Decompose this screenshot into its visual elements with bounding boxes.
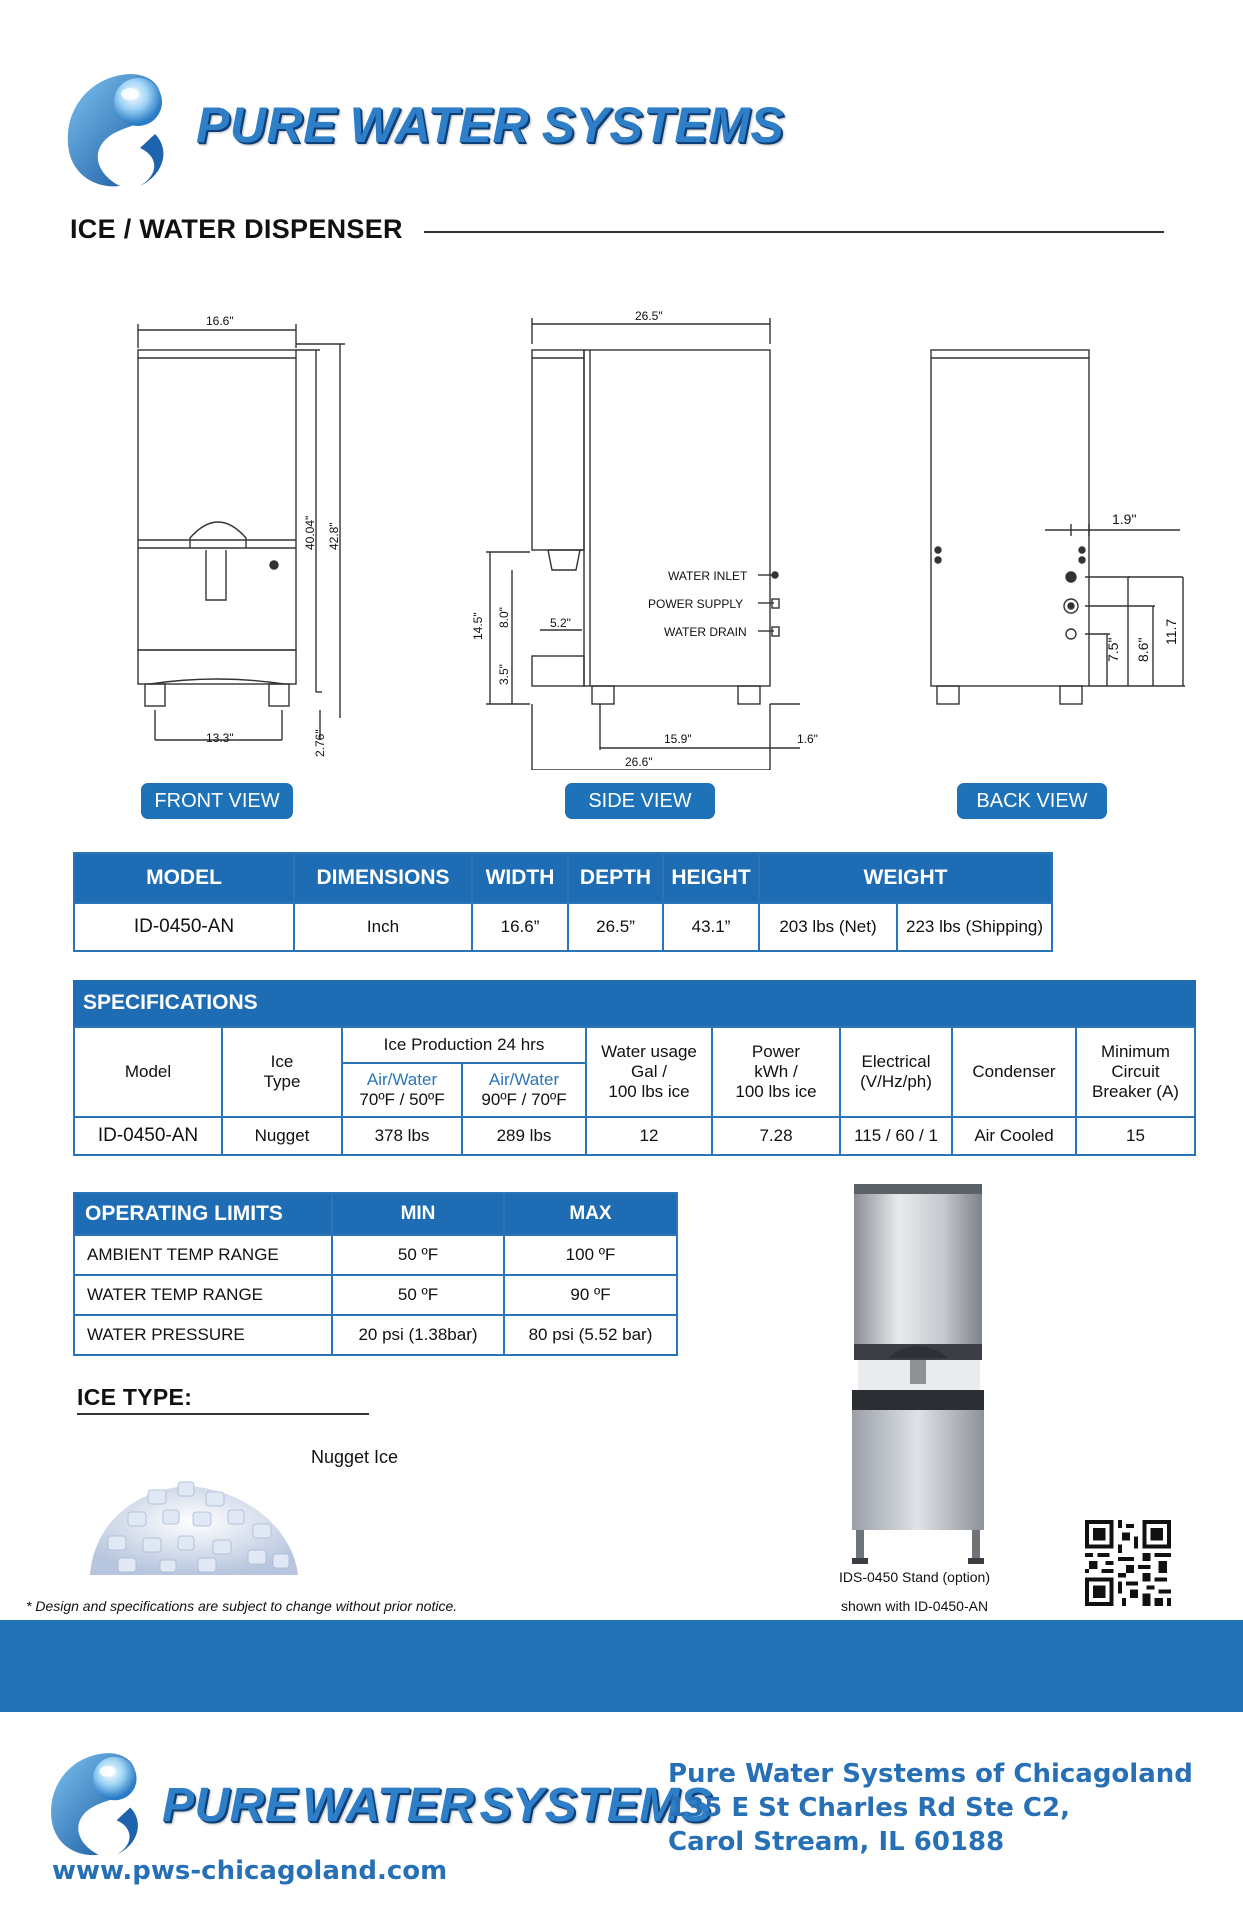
limits-row-min: 50 ºF bbox=[332, 1275, 504, 1315]
spec-col-prod-sub2: Air/Water 90ºF / 70ºF bbox=[462, 1063, 586, 1117]
front-view-tab[interactable]: FRONT VIEW bbox=[141, 783, 293, 819]
dim-model-cell: ID-0450-AN bbox=[74, 903, 294, 951]
technical-drawings bbox=[0, 300, 1243, 770]
address-line2: Carol Stream, IL 60188 bbox=[668, 1827, 1005, 1857]
limits-row-label: WATER TEMP RANGE bbox=[74, 1275, 332, 1315]
side-view-tab[interactable]: SIDE VIEW bbox=[565, 783, 715, 819]
spec-col-model: Model bbox=[74, 1027, 222, 1117]
spec-water-cell: 12 bbox=[586, 1117, 712, 1155]
col-height: HEIGHT bbox=[663, 853, 759, 903]
water-drain-label: WATER DRAIN bbox=[664, 625, 747, 639]
ice-type-rule bbox=[77, 1413, 369, 1415]
limits-col-min: MIN bbox=[332, 1193, 504, 1235]
spec-prod1-cell: 378 lbs bbox=[342, 1117, 462, 1155]
spec-power-cell: 7.28 bbox=[712, 1117, 840, 1155]
front-base-dim: 13.3" bbox=[206, 731, 234, 745]
back-h1-dim: 7.5" bbox=[1105, 637, 1121, 662]
side-offset-dim: 5.2" bbox=[550, 616, 571, 630]
footer-band bbox=[0, 1620, 1243, 1712]
brand-name-footer: PURE WATER SYSTEMS bbox=[162, 1779, 713, 1832]
spec-ice-type-cell: Nugget bbox=[222, 1117, 342, 1155]
side-total-dim: 26.6" bbox=[625, 755, 653, 769]
company-name: Pure Water Systems of Chicagoland bbox=[668, 1759, 1193, 1789]
limits-title: OPERATING LIMITS bbox=[74, 1193, 332, 1235]
spec-col-ice-type: Ice Type bbox=[222, 1027, 342, 1117]
dimensions-table bbox=[73, 852, 1053, 952]
spec-breaker-cell: 15 bbox=[1076, 1117, 1195, 1155]
limits-row-max: 80 psi (5.52 bar) bbox=[504, 1315, 677, 1355]
specifications-title: SPECIFICATIONS bbox=[83, 991, 258, 1014]
specifications-table bbox=[73, 1026, 1196, 1156]
operating-limits-table bbox=[73, 1192, 678, 1356]
disclaimer-note: * Design and specifications are subject to change without prior notice. bbox=[26, 1598, 458, 1614]
front-width-dim: 16.6" bbox=[206, 314, 234, 328]
limits-row-min: 20 psi (1.38bar) bbox=[332, 1315, 504, 1355]
brand-logo-footer-icon bbox=[44, 1744, 162, 1862]
front-foot-dim: 2.76" bbox=[313, 729, 327, 757]
spec-condenser-cell: Air Cooled bbox=[952, 1117, 1076, 1155]
product-caption-line1: IDS-0450 Stand (option) bbox=[839, 1569, 990, 1585]
website-link[interactable]: www.pws-chicagoland.com bbox=[52, 1856, 448, 1886]
side-h1-dim: 14.5" bbox=[471, 612, 485, 640]
front-height2-dim: 42.8" bbox=[327, 522, 341, 550]
dim-width-cell: 16.6” bbox=[472, 903, 568, 951]
specifications-header bbox=[73, 980, 1196, 1026]
back-h2-dim: 8.6" bbox=[1135, 637, 1151, 662]
front-height1-dim: 40.04" bbox=[303, 515, 317, 550]
col-width: WIDTH bbox=[472, 853, 568, 903]
ice-type-title: ICE TYPE: bbox=[77, 1384, 193, 1410]
back-top-dim: 1.9" bbox=[1112, 511, 1137, 527]
limits-row-label: WATER PRESSURE bbox=[74, 1315, 332, 1355]
spec-col-power: Power kWh / 100 lbs ice bbox=[712, 1027, 840, 1117]
limits-row-min: 50 ºF bbox=[332, 1235, 504, 1275]
dim-depth-cell: 26.5” bbox=[568, 903, 663, 951]
spec-col-water-usage: Water usage Gal / 100 lbs ice bbox=[586, 1027, 712, 1117]
brand-logo-icon bbox=[60, 64, 190, 194]
spec-electrical-cell: 115 / 60 / 1 bbox=[840, 1117, 952, 1155]
limits-row-label: AMBIENT TEMP RANGE bbox=[74, 1235, 332, 1275]
limits-row-max: 100 ºF bbox=[504, 1235, 677, 1275]
spec-col-prod-sub1: Air/Water 70ºF / 50ºF bbox=[342, 1063, 462, 1117]
address-line1: 135 E St Charles Rd Ste C2, bbox=[668, 1793, 1070, 1823]
spec-prod2-cell: 289 lbs bbox=[462, 1117, 586, 1155]
side-depth-dim: 26.5" bbox=[635, 309, 663, 323]
col-dimensions: DIMENSIONS bbox=[294, 853, 472, 903]
side-h3-dim: 3.5" bbox=[497, 664, 511, 685]
side-h2-dim: 8.0" bbox=[497, 607, 511, 628]
page-title: ICE / WATER DISPENSER bbox=[70, 214, 403, 244]
back-h3-dim: 11.7 bbox=[1163, 618, 1179, 645]
power-supply-label: POWER SUPPLY bbox=[648, 597, 744, 611]
nugget-ice-image bbox=[88, 1450, 300, 1580]
dim-weight-ship-cell: 223 lbs (Shipping) bbox=[897, 903, 1052, 951]
spec-model-cell: ID-0450-AN bbox=[74, 1117, 222, 1155]
limits-col-max: MAX bbox=[504, 1193, 677, 1235]
col-depth: DEPTH bbox=[568, 853, 663, 903]
brand-name-header: PURE WATER SYSTEMS bbox=[196, 97, 785, 153]
dim-weight-net-cell: 203 lbs (Net) bbox=[759, 903, 897, 951]
water-inlet-label: WATER INLET bbox=[668, 569, 748, 583]
title-rule bbox=[424, 231, 1164, 233]
col-model: MODEL bbox=[74, 853, 294, 903]
product-photo-image bbox=[848, 1184, 988, 1566]
side-inner-dim: 15.9" bbox=[664, 732, 692, 746]
side-inner2-dim: 1.6" bbox=[797, 732, 818, 746]
side-view-drawing bbox=[486, 318, 800, 770]
ice-type-label: Nugget Ice bbox=[311, 1447, 399, 1467]
limits-row-max: 90 ºF bbox=[504, 1275, 677, 1315]
spec-col-breaker: Minimum Circuit Breaker (A) bbox=[1076, 1027, 1195, 1117]
spec-col-electrical: Electrical (V/Hz/ph) bbox=[840, 1027, 952, 1117]
spec-col-condenser: Condenser bbox=[952, 1027, 1076, 1117]
spec-col-ice-production: Ice Production 24 hrs bbox=[342, 1027, 586, 1063]
dim-height-cell: 43.1” bbox=[663, 903, 759, 951]
dim-unit-cell: Inch bbox=[294, 903, 472, 951]
back-view-tab[interactable]: BACK VIEW bbox=[957, 783, 1107, 819]
product-caption-line2: shown with ID-0450-AN bbox=[841, 1598, 989, 1614]
col-weight: WEIGHT bbox=[759, 853, 1052, 903]
qr-code-icon[interactable] bbox=[1085, 1520, 1171, 1606]
